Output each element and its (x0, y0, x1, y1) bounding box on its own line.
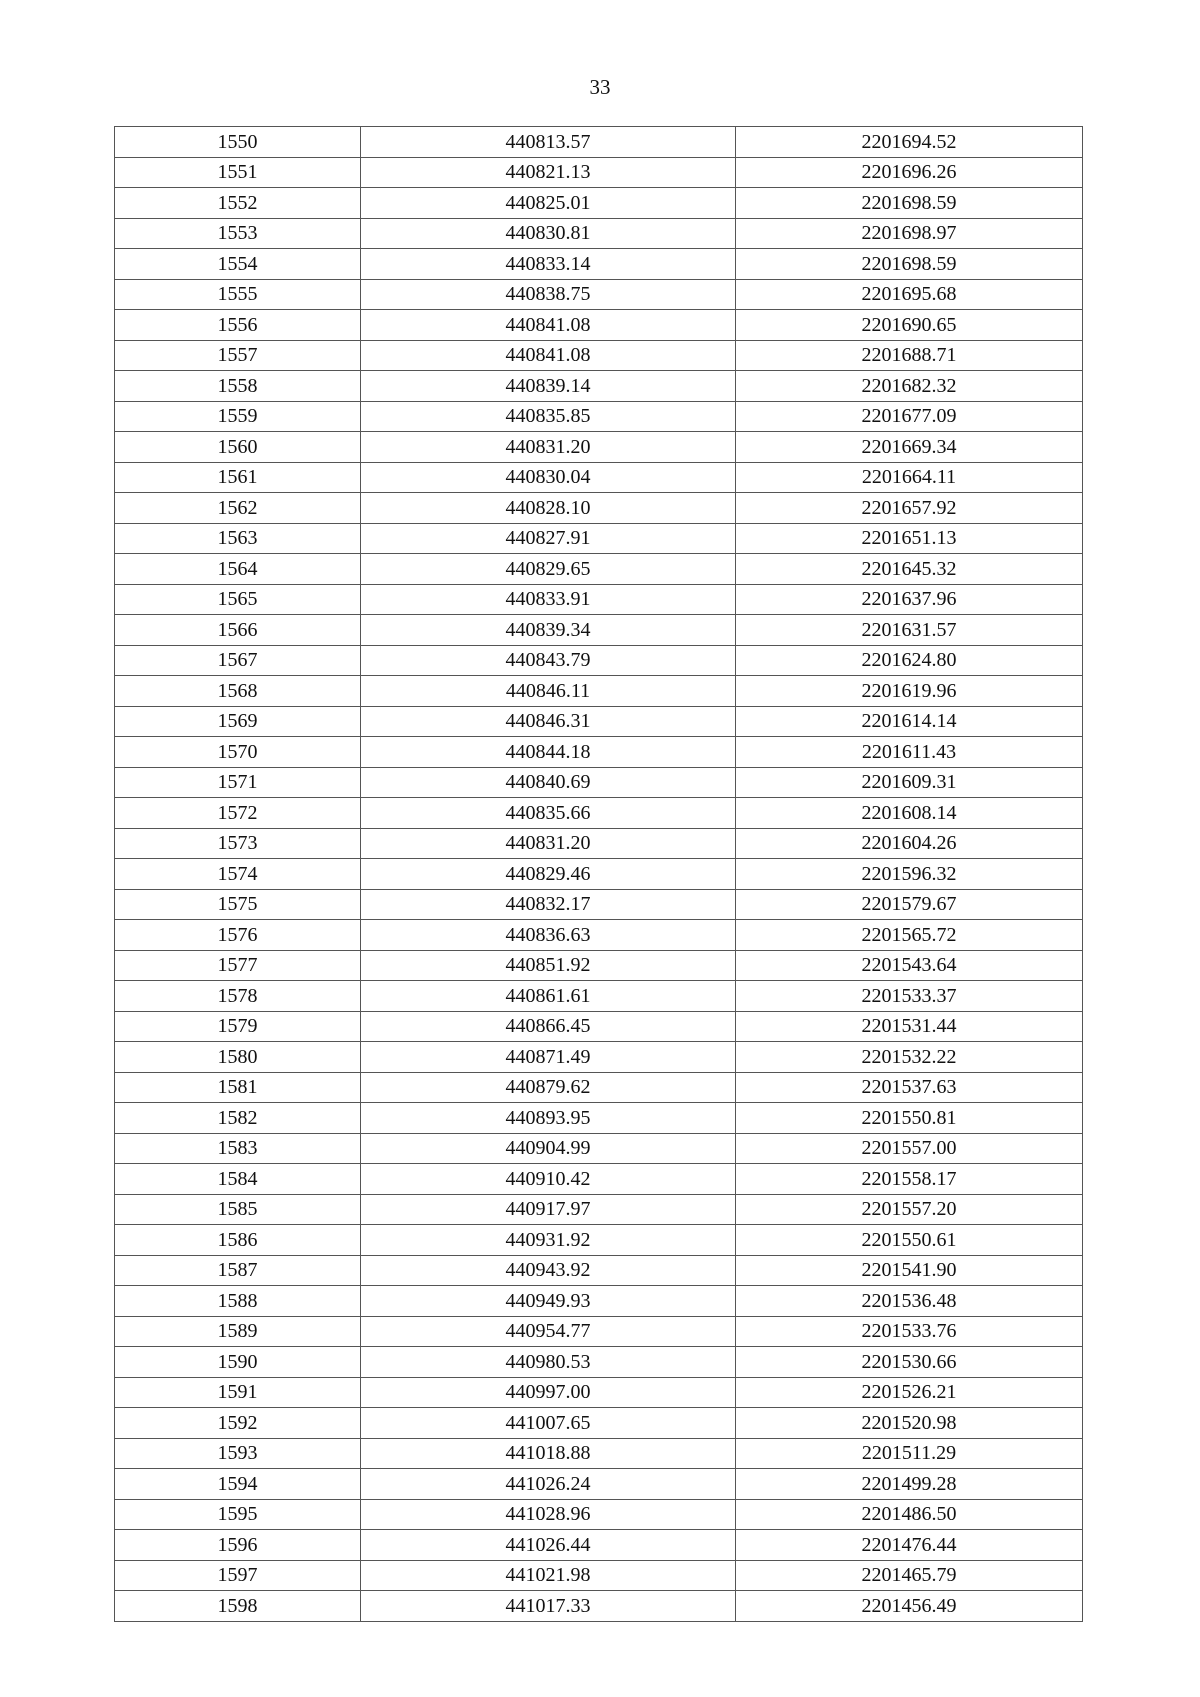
table-row (115, 340, 1083, 371)
table-row (115, 889, 1083, 920)
y-coordinate-cell: 2201609.31 (736, 767, 1083, 798)
table-row (115, 127, 1083, 158)
table-row (115, 1377, 1083, 1408)
table-row (115, 1042, 1083, 1073)
table-row (115, 1286, 1083, 1317)
table-row (115, 157, 1083, 188)
point-number-cell: 1568 (115, 676, 361, 707)
table-row (115, 1469, 1083, 1500)
table-row (115, 828, 1083, 859)
y-coordinate-cell: 2201565.72 (736, 920, 1083, 951)
x-coordinate-cell: 440943.92 (361, 1255, 736, 1286)
table-row (115, 737, 1083, 768)
table-row (115, 1255, 1083, 1286)
point-number-cell: 1555 (115, 279, 361, 310)
table-row (115, 981, 1083, 1012)
y-coordinate-cell: 2201531.44 (736, 1011, 1083, 1042)
y-coordinate-cell: 2201690.65 (736, 310, 1083, 341)
point-number-cell: 1559 (115, 401, 361, 432)
y-coordinate-cell: 2201631.57 (736, 615, 1083, 646)
point-number-cell: 1567 (115, 645, 361, 676)
point-number-cell: 1595 (115, 1499, 361, 1530)
y-coordinate-cell: 2201682.32 (736, 371, 1083, 402)
y-coordinate-cell: 2201530.66 (736, 1347, 1083, 1378)
y-coordinate-cell: 2201486.50 (736, 1499, 1083, 1530)
point-number-cell: 1558 (115, 371, 361, 402)
table-row (115, 432, 1083, 463)
point-number-cell: 1581 (115, 1072, 361, 1103)
y-coordinate-cell: 2201669.34 (736, 432, 1083, 463)
x-coordinate-cell: 440836.63 (361, 920, 736, 951)
point-number-cell: 1575 (115, 889, 361, 920)
point-number-cell: 1557 (115, 340, 361, 371)
y-coordinate-cell: 2201541.90 (736, 1255, 1083, 1286)
point-number-cell: 1550 (115, 127, 361, 158)
point-number-cell: 1596 (115, 1530, 361, 1561)
page-number: 33 (589, 75, 611, 99)
y-coordinate-cell: 2201694.52 (736, 127, 1083, 158)
y-coordinate-cell: 2201533.37 (736, 981, 1083, 1012)
x-coordinate-cell: 440931.92 (361, 1225, 736, 1256)
y-coordinate-cell: 2201604.26 (736, 828, 1083, 859)
point-number-cell: 1576 (115, 920, 361, 951)
table-row (115, 1133, 1083, 1164)
point-number-cell: 1583 (115, 1133, 361, 1164)
x-coordinate-cell: 440829.65 (361, 554, 736, 585)
point-number-cell: 1591 (115, 1377, 361, 1408)
table-row (115, 401, 1083, 432)
point-number-cell: 1573 (115, 828, 361, 859)
coordinates-table (114, 126, 1083, 1622)
x-coordinate-cell: 440846.31 (361, 706, 736, 737)
x-coordinate-cell: 441017.33 (361, 1591, 736, 1622)
point-number-cell: 1582 (115, 1103, 361, 1134)
y-coordinate-cell: 2201550.61 (736, 1225, 1083, 1256)
x-coordinate-cell: 440831.20 (361, 828, 736, 859)
y-coordinate-cell: 2201651.13 (736, 523, 1083, 554)
table-row (115, 1011, 1083, 1042)
table-row (115, 615, 1083, 646)
y-coordinate-cell: 2201608.14 (736, 798, 1083, 829)
x-coordinate-cell: 440839.34 (361, 615, 736, 646)
x-coordinate-cell: 440843.79 (361, 645, 736, 676)
x-coordinate-cell: 440835.85 (361, 401, 736, 432)
x-coordinate-cell: 440829.46 (361, 859, 736, 890)
x-coordinate-cell: 440833.14 (361, 249, 736, 280)
y-coordinate-cell: 2201688.71 (736, 340, 1083, 371)
table-row (115, 1164, 1083, 1195)
table-row (115, 584, 1083, 615)
y-coordinate-cell: 2201611.43 (736, 737, 1083, 768)
point-number-cell: 1580 (115, 1042, 361, 1073)
x-coordinate-cell: 441018.88 (361, 1438, 736, 1469)
point-number-cell: 1593 (115, 1438, 361, 1469)
x-coordinate-cell: 440980.53 (361, 1347, 736, 1378)
point-number-cell: 1590 (115, 1347, 361, 1378)
table-row (115, 1560, 1083, 1591)
x-coordinate-cell: 441028.96 (361, 1499, 736, 1530)
point-number-cell: 1556 (115, 310, 361, 341)
point-number-cell: 1584 (115, 1164, 361, 1195)
x-coordinate-cell: 440841.08 (361, 310, 736, 341)
x-coordinate-cell: 440828.10 (361, 493, 736, 524)
y-coordinate-cell: 2201657.92 (736, 493, 1083, 524)
y-coordinate-cell: 2201557.20 (736, 1194, 1083, 1225)
point-number-cell: 1592 (115, 1408, 361, 1439)
table-row (115, 188, 1083, 219)
point-number-cell: 1553 (115, 218, 361, 249)
point-number-cell: 1564 (115, 554, 361, 585)
point-number-cell: 1597 (115, 1560, 361, 1591)
x-coordinate-cell: 440813.57 (361, 127, 736, 158)
table-row (115, 950, 1083, 981)
point-number-cell: 1594 (115, 1469, 361, 1500)
y-coordinate-cell: 2201543.64 (736, 950, 1083, 981)
table-row (115, 279, 1083, 310)
x-coordinate-cell: 440954.77 (361, 1316, 736, 1347)
x-coordinate-cell: 440832.17 (361, 889, 736, 920)
x-coordinate-cell: 440949.93 (361, 1286, 736, 1317)
point-number-cell: 1551 (115, 157, 361, 188)
x-coordinate-cell: 441021.98 (361, 1560, 736, 1591)
point-number-cell: 1579 (115, 1011, 361, 1042)
table-row (115, 767, 1083, 798)
table-row (115, 1438, 1083, 1469)
x-coordinate-cell: 440835.66 (361, 798, 736, 829)
y-coordinate-cell: 2201532.22 (736, 1042, 1083, 1073)
y-coordinate-cell: 2201619.96 (736, 676, 1083, 707)
y-coordinate-cell: 2201558.17 (736, 1164, 1083, 1195)
point-number-cell: 1560 (115, 432, 361, 463)
table-row (115, 1316, 1083, 1347)
x-coordinate-cell: 440821.13 (361, 157, 736, 188)
x-coordinate-cell: 440904.99 (361, 1133, 736, 1164)
table-row (115, 371, 1083, 402)
x-coordinate-cell: 440827.91 (361, 523, 736, 554)
point-number-cell: 1588 (115, 1286, 361, 1317)
y-coordinate-cell: 2201476.44 (736, 1530, 1083, 1561)
x-coordinate-cell: 440846.11 (361, 676, 736, 707)
point-number-cell: 1554 (115, 249, 361, 280)
x-coordinate-cell: 440841.08 (361, 340, 736, 371)
point-number-cell: 1571 (115, 767, 361, 798)
x-coordinate-cell: 440893.95 (361, 1103, 736, 1134)
y-coordinate-cell: 2201499.28 (736, 1469, 1083, 1500)
x-coordinate-cell: 440910.42 (361, 1164, 736, 1195)
point-number-cell: 1562 (115, 493, 361, 524)
y-coordinate-cell: 2201698.59 (736, 249, 1083, 280)
y-coordinate-cell: 2201698.97 (736, 218, 1083, 249)
table-row (115, 1103, 1083, 1134)
point-number-cell: 1565 (115, 584, 361, 615)
table-row (115, 462, 1083, 493)
point-number-cell: 1561 (115, 462, 361, 493)
point-number-cell: 1585 (115, 1194, 361, 1225)
y-coordinate-cell: 2201624.80 (736, 645, 1083, 676)
x-coordinate-cell: 440871.49 (361, 1042, 736, 1073)
y-coordinate-cell: 2201579.67 (736, 889, 1083, 920)
point-number-cell: 1578 (115, 981, 361, 1012)
coordinates-table-body (115, 127, 1083, 1622)
x-coordinate-cell: 440825.01 (361, 188, 736, 219)
table-row (115, 676, 1083, 707)
point-number-cell: 1572 (115, 798, 361, 829)
y-coordinate-cell: 2201557.00 (736, 1133, 1083, 1164)
table-row (115, 310, 1083, 341)
point-number-cell: 1577 (115, 950, 361, 981)
x-coordinate-cell: 440831.20 (361, 432, 736, 463)
x-coordinate-cell: 440830.04 (361, 462, 736, 493)
x-coordinate-cell: 440997.00 (361, 1377, 736, 1408)
table-row (115, 554, 1083, 585)
x-coordinate-cell: 440851.92 (361, 950, 736, 981)
table-row (115, 645, 1083, 676)
point-number-cell: 1552 (115, 188, 361, 219)
table-row (115, 1591, 1083, 1622)
table-row (115, 1225, 1083, 1256)
table-row (115, 493, 1083, 524)
x-coordinate-cell: 440879.62 (361, 1072, 736, 1103)
y-coordinate-cell: 2201465.79 (736, 1560, 1083, 1591)
table-row (115, 1408, 1083, 1439)
y-coordinate-cell: 2201677.09 (736, 401, 1083, 432)
x-coordinate-cell: 440917.97 (361, 1194, 736, 1225)
x-coordinate-cell: 440839.14 (361, 371, 736, 402)
table-row (115, 859, 1083, 890)
y-coordinate-cell: 2201526.21 (736, 1377, 1083, 1408)
table-row (115, 706, 1083, 737)
x-coordinate-cell: 440838.75 (361, 279, 736, 310)
y-coordinate-cell: 2201696.26 (736, 157, 1083, 188)
y-coordinate-cell: 2201533.76 (736, 1316, 1083, 1347)
table-row (115, 798, 1083, 829)
x-coordinate-cell: 440866.45 (361, 1011, 736, 1042)
y-coordinate-cell: 2201511.29 (736, 1438, 1083, 1469)
point-number-cell: 1566 (115, 615, 361, 646)
table-row (115, 249, 1083, 280)
table-row (115, 1530, 1083, 1561)
x-coordinate-cell: 440830.81 (361, 218, 736, 249)
y-coordinate-cell: 2201537.63 (736, 1072, 1083, 1103)
x-coordinate-cell: 440840.69 (361, 767, 736, 798)
table-row (115, 1072, 1083, 1103)
y-coordinate-cell: 2201456.49 (736, 1591, 1083, 1622)
x-coordinate-cell: 441007.65 (361, 1408, 736, 1439)
table-row (115, 1499, 1083, 1530)
table-row (115, 523, 1083, 554)
table-row (115, 1194, 1083, 1225)
y-coordinate-cell: 2201520.98 (736, 1408, 1083, 1439)
y-coordinate-cell: 2201698.59 (736, 188, 1083, 219)
point-number-cell: 1586 (115, 1225, 361, 1256)
y-coordinate-cell: 2201637.96 (736, 584, 1083, 615)
point-number-cell: 1587 (115, 1255, 361, 1286)
y-coordinate-cell: 2201550.81 (736, 1103, 1083, 1134)
y-coordinate-cell: 2201536.48 (736, 1286, 1083, 1317)
x-coordinate-cell: 440844.18 (361, 737, 736, 768)
y-coordinate-cell: 2201695.68 (736, 279, 1083, 310)
y-coordinate-cell: 2201596.32 (736, 859, 1083, 890)
y-coordinate-cell: 2201614.14 (736, 706, 1083, 737)
table-row (115, 920, 1083, 951)
point-number-cell: 1598 (115, 1591, 361, 1622)
x-coordinate-cell: 441026.44 (361, 1530, 736, 1561)
x-coordinate-cell: 440833.91 (361, 584, 736, 615)
x-coordinate-cell: 441026.24 (361, 1469, 736, 1500)
point-number-cell: 1574 (115, 859, 361, 890)
point-number-cell: 1563 (115, 523, 361, 554)
table-row (115, 218, 1083, 249)
x-coordinate-cell: 440861.61 (361, 981, 736, 1012)
table-row (115, 1347, 1083, 1378)
point-number-cell: 1569 (115, 706, 361, 737)
y-coordinate-cell: 2201645.32 (736, 554, 1083, 585)
point-number-cell: 1589 (115, 1316, 361, 1347)
y-coordinate-cell: 2201664.11 (736, 462, 1083, 493)
point-number-cell: 1570 (115, 737, 361, 768)
